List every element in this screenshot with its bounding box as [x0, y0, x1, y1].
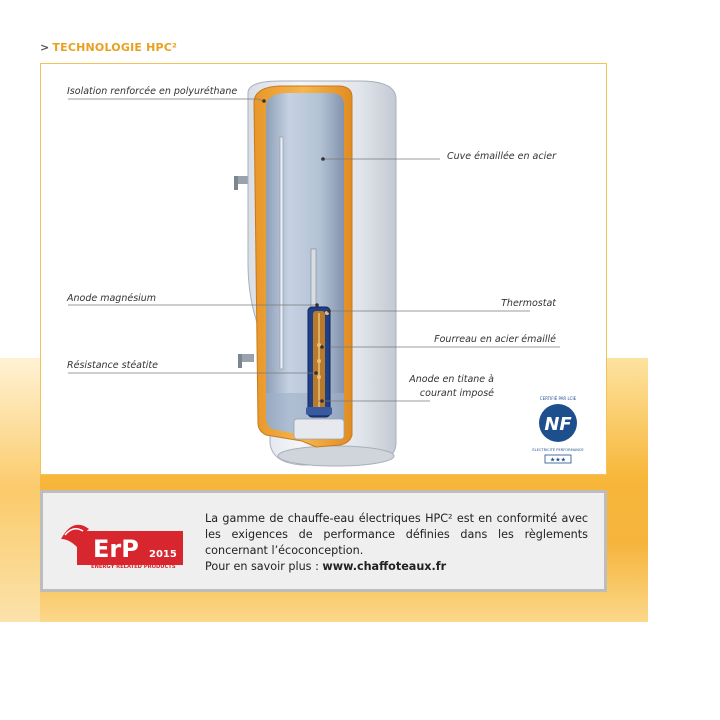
heading-title: TECHNOLOGIE HPC²	[52, 41, 178, 54]
info-link-line	[205, 559, 588, 575]
label-anode-magnesium: Anode magnésium	[67, 293, 157, 304]
erp-logo	[59, 521, 185, 569]
heading-arrow: >	[40, 41, 50, 54]
erp-text: ErP	[93, 535, 139, 563]
nf-top-text: CERTIFIÉ PAR LCIE	[539, 396, 577, 401]
orange-background-left	[0, 358, 40, 622]
bottom-flange	[294, 419, 344, 439]
website-link[interactable]: www.chaffoteaux.fr	[322, 560, 447, 573]
erp-subtitle: ENERGY RELATED PRODUCTS	[91, 564, 176, 569]
label-fourreau: Fourreau en acier émaillé	[434, 334, 556, 345]
label-isolation: Isolation renforcée en polyuréthane	[67, 86, 238, 97]
label-anode-titane-2: courant imposé	[419, 388, 494, 399]
nf-certification-logo	[532, 396, 584, 464]
label-resistance: Résistance stéatite	[67, 360, 158, 371]
nf-bottom-text: ÉLECTRICITÉ PERFORMANCE	[532, 448, 584, 452]
info-link-prefix: Pour en savoir plus :	[205, 560, 323, 573]
water-heater-diagram	[40, 63, 607, 475]
wall-bracket-bottom	[238, 354, 254, 368]
erp-year: 2015	[149, 549, 177, 560]
nf-text: NF	[544, 414, 572, 435]
nf-stars: ★★★	[549, 456, 567, 464]
label-cuve: Cuve émaillée en acier	[446, 151, 556, 162]
magnesium-anode	[311, 249, 316, 309]
label-anode-titane-1: Anode en titane à	[409, 374, 494, 385]
erp-info-box	[40, 490, 607, 592]
info-paragraph: La gamme de chauffe-eau électriques HPC² est en conformité avec les exigences de performance définies dans les règlements concernant l’écoconception.	[205, 512, 588, 557]
section-heading	[40, 41, 177, 54]
label-thermostat: Thermostat	[501, 298, 556, 309]
info-text	[205, 511, 588, 575]
inner-tank	[266, 93, 344, 435]
bottom-cap	[278, 446, 394, 466]
inlet-tube	[280, 137, 283, 369]
heating-element-assembly	[306, 307, 332, 417]
